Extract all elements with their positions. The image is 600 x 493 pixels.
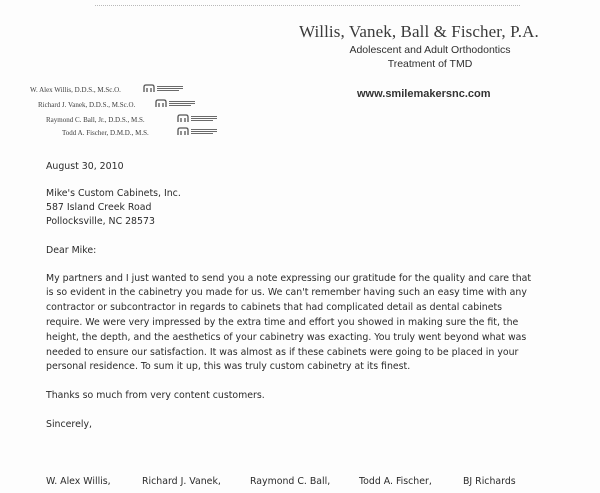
signature-ball: Raymond C. Ball, <box>250 476 331 487</box>
body-line: My partners and I just wanted to send you a note expressing our gratitude for the quality and care that <box>46 273 532 284</box>
doctor-fischer: Todd A. Fischer, D.M.D., M.S. <box>62 129 149 137</box>
specialist-logo-icon <box>155 99 195 108</box>
body-line: contractor or subcontractor in regards to cabinets that had complicated detail as dental cabinets <box>46 302 503 313</box>
doctor-vanek: Richard J. Vanek, D.D.S., M.Sc.O. <box>38 101 136 109</box>
specialist-logo-icon <box>177 127 217 136</box>
signature-willis: W. Alex Willis, <box>46 476 111 487</box>
closing: Sincerely, <box>46 419 92 430</box>
body-line: needed to ensure our satisfaction. It was almost as if these cabinets were going to be placed in your <box>46 347 519 358</box>
specialist-logo-icon <box>143 84 183 93</box>
body-line: require. We were very impressed by the extra time and effort you showed in making sure the fit, the <box>46 317 519 328</box>
thanks-line: Thanks so much from very content customers. <box>46 390 265 401</box>
salutation: Dear Mike: <box>46 245 97 256</box>
firm-name: Willis, Vanek, Ball & Fischer, P.A. <box>299 22 539 41</box>
signature-vanek: Richard J. Vanek, <box>142 476 221 487</box>
doctor-ball: Raymond C. Ball, Jr., D.D.S., M.S. <box>46 116 145 124</box>
top-dotted-rule <box>95 5 520 6</box>
body-line: height, the depth, and the aesthetics of your cabinetry was exacting. You truly went beyond what was <box>46 332 527 343</box>
doctor-willis: W. Alex Willis, D.D.S., M.Sc.O. <box>30 86 121 94</box>
recipient-city: Pollocksville, NC 28573 <box>46 216 155 227</box>
body-line: personal residence. To sum it up, this was truly custom cabinetry at its finest. <box>46 361 411 372</box>
website-url: www.smilemakersnc.com <box>357 88 491 100</box>
recipient-street: 587 Island Creek Road <box>46 202 152 213</box>
recipient-name: Mike's Custom Cabinets, Inc. <box>46 188 181 199</box>
letter-date: August 30, 2010 <box>46 161 124 172</box>
signature-richards: BJ Richards <box>463 476 516 487</box>
practice-subtitle: Adolescent and Adult Orthodontics <box>349 44 511 56</box>
specialist-logo-icon <box>177 114 217 123</box>
practice-subtitle-tmd: Treatment of TMD <box>387 58 473 70</box>
signature-fischer: Todd A. Fischer, <box>359 476 432 487</box>
body-line: is so evident in the cabinetry you made for us. We can't remember having such an easy time with any <box>46 287 527 298</box>
